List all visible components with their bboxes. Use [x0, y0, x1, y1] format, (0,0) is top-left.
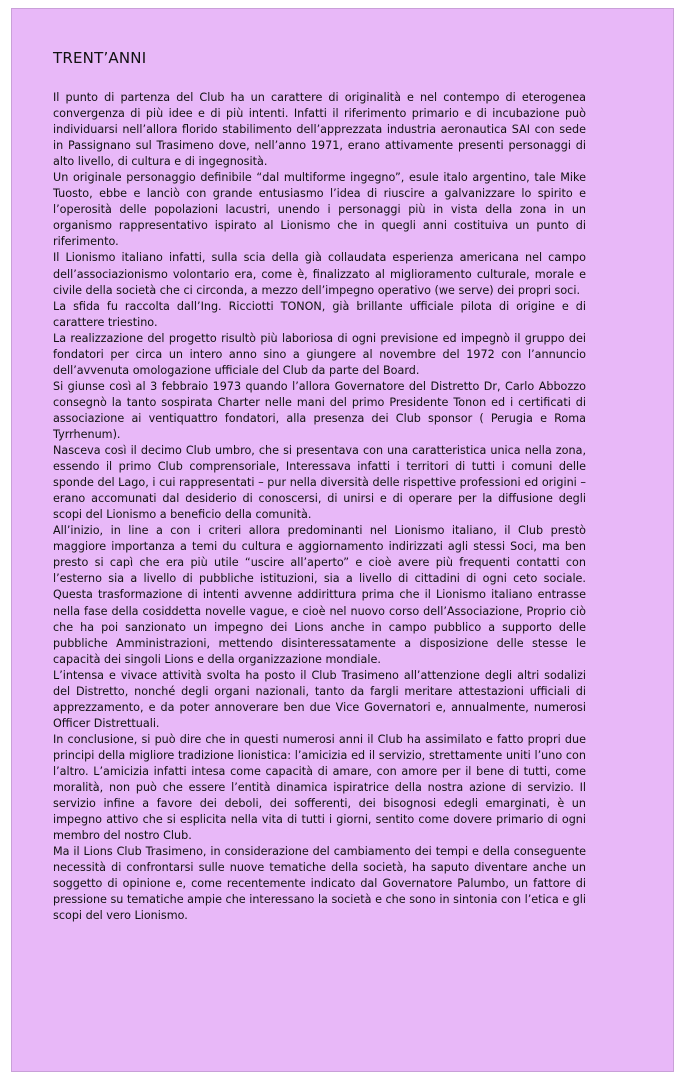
- paragraph: L’intensa e vivace attività svolta ha posto il Club Trasimeno all’attenzione degli altri sodalizi del Distretto, nonché degli organi nazionali, tanto da fargli meritare attestazioni ufficiali di apprezzamento, e da poter annoverare ben due Vice Governatori e, annualmente, numerosi Officer Distrettuali.: [53, 668, 586, 730]
- paragraph: Un originale personaggio definibile “dal multiforme ingegno”, esule italo argentino, tale Mike Tuosto, ebbe e lanciò con grande entusiasmo l’idea di riuscire a galvanizzare lo spirito e l’operosità delle popolazioni lacustri, unendo i personaggi più in vista della zona in un organismo rappresentativo ispirato al Lionismo che in quegli anni costituiva un punto di riferimento.: [53, 171, 586, 249]
- content-panel: [11, 8, 674, 1072]
- paragraph: Ma il Lions Club Trasimeno, in considerazione del cambiamento dei tempi e della conseguente necessità di confrontarsi sulle nuove tematiche della società, ha saputo diventare anche un soggetto di opinione e, come recentemente indicato dal Governatore Palumbo, un fattore di pressione su tematiche ampie che interessano la società e che sono in sintonia con l’etica e gli scopi del vero Lionismo.: [53, 845, 586, 923]
- paragraph: La realizzazione del progetto risultò più laboriosa di ogni previsione ed impegnò il gruppo dei fondatori per circa un intero anno sino a giungere al novembre del 1972 con l’annuncio dell’avvenuta omologazione ufficiale del Club da parte del Board.: [53, 331, 586, 377]
- paragraph: In conclusione, si può dire che in questi numerosi anni il Club ha assimilato e fatto propri due principi della migliore tradizione lionistica: l’amicizia ed il servizio, strettamente uniti l’uno con l’altro. L’amicizia infatti intesa come capacità di amare, con amore per il bene di tutti, come moralità, non può che essere l’entità dinamica ispiratrice della nostra azione di servizio. Il servizio infine a favore dei deboli, dei sofferenti, dei bisognosi edegli emarginati, è un impegno attivo che si esplicita nella vita di tutti i giorni, sentito come dovere primario di ogni membro del nostro Club.: [53, 732, 586, 843]
- paragraph: Nasceva così il decimo Club umbro, che si presentava con una caratteristica unica nella zona, essendo il primo Club comprensoriale, Interessava infatti i territori di tutti i comuni delle sponde del Lago, i cui rappresentati – pur nella diversità delle rispettive professioni ed origini – erano accomunati dal desiderio di conoscersi, di unirsi e di operare per la diffusione degli scopi del Lionismo a beneficio della comunità.: [53, 444, 586, 522]
- article: [53, 49, 586, 924]
- paragraph: La sfida fu raccolta dall’Ing. Ricciotti TONON, già brillante ufficiale pilota di origine e di carattere triestino.: [53, 299, 586, 329]
- page-title: TRENT’ANNI: [53, 49, 147, 67]
- paragraph: Il punto di partenza del Club ha un carattere di originalità e nel contempo di eterogenea convergenza di più idee e di più intenti. Infatti il riferimento primario e di incubazione può individuarsi nell’allora florido stabilimento dell’apprezzata industria aeronautica SAI con sede in Passignano sul Trasimeno dove, nell’anno 1971, erano attivamente presenti personaggi di alto livello, di cultura e di ingegnosità.: [53, 91, 586, 169]
- paragraph: All’inizio, in line a con i criteri allora predominanti nel Lionismo italiano, il Club prestò maggiore importanza a temi du cultura e aggiornamento indirizzati agli stessi Soci, ma ben presto si capì che era più utile “uscire all’aperto” e cioè avere più frequenti contatti con l’esterno sia a livello di pubbliche istituzioni, sia a livello di cittadini di ogni ceto sociale. Questa trasformazione di intenti avvenne addirittura prima che il Lionismo italiano entrasse nella fase della cosiddetta novelle vague, e cioè nel nuovo corso dell’Associazione, Proprio ciò che ha poi sanzionato un impegno dei Lions anche in campo pubblico a supporto delle pubbliche Amministrazioni, mettendo disinteressatamente a disposizione delle stesse le capacità dei singoli Lions e della organizzazione mondiale.: [53, 524, 586, 666]
- paragraph: Il Lionismo italiano infatti, sulla scia della già collaudata esperienza americana nel campo dell’associazionismo volontario era, come è, finalizzato al miglioramento culturale, morale e civile della società che ci circonda, a mezzo dell’impegno operativo (we serve) dei propri soci.: [53, 251, 586, 297]
- paragraph: Si giunse così al 3 febbraio 1973 quando l’allora Governatore del Distretto Dr, Carlo Abbozzo consegnò la tanto sospirata Charter nelle mani del primo Presidente Tonon ed i certificati di associazione ai ventiquattro fondatori, alla presenza dei Club sponsor ( Perugia e Roma Tyrrhenum).: [53, 379, 586, 441]
